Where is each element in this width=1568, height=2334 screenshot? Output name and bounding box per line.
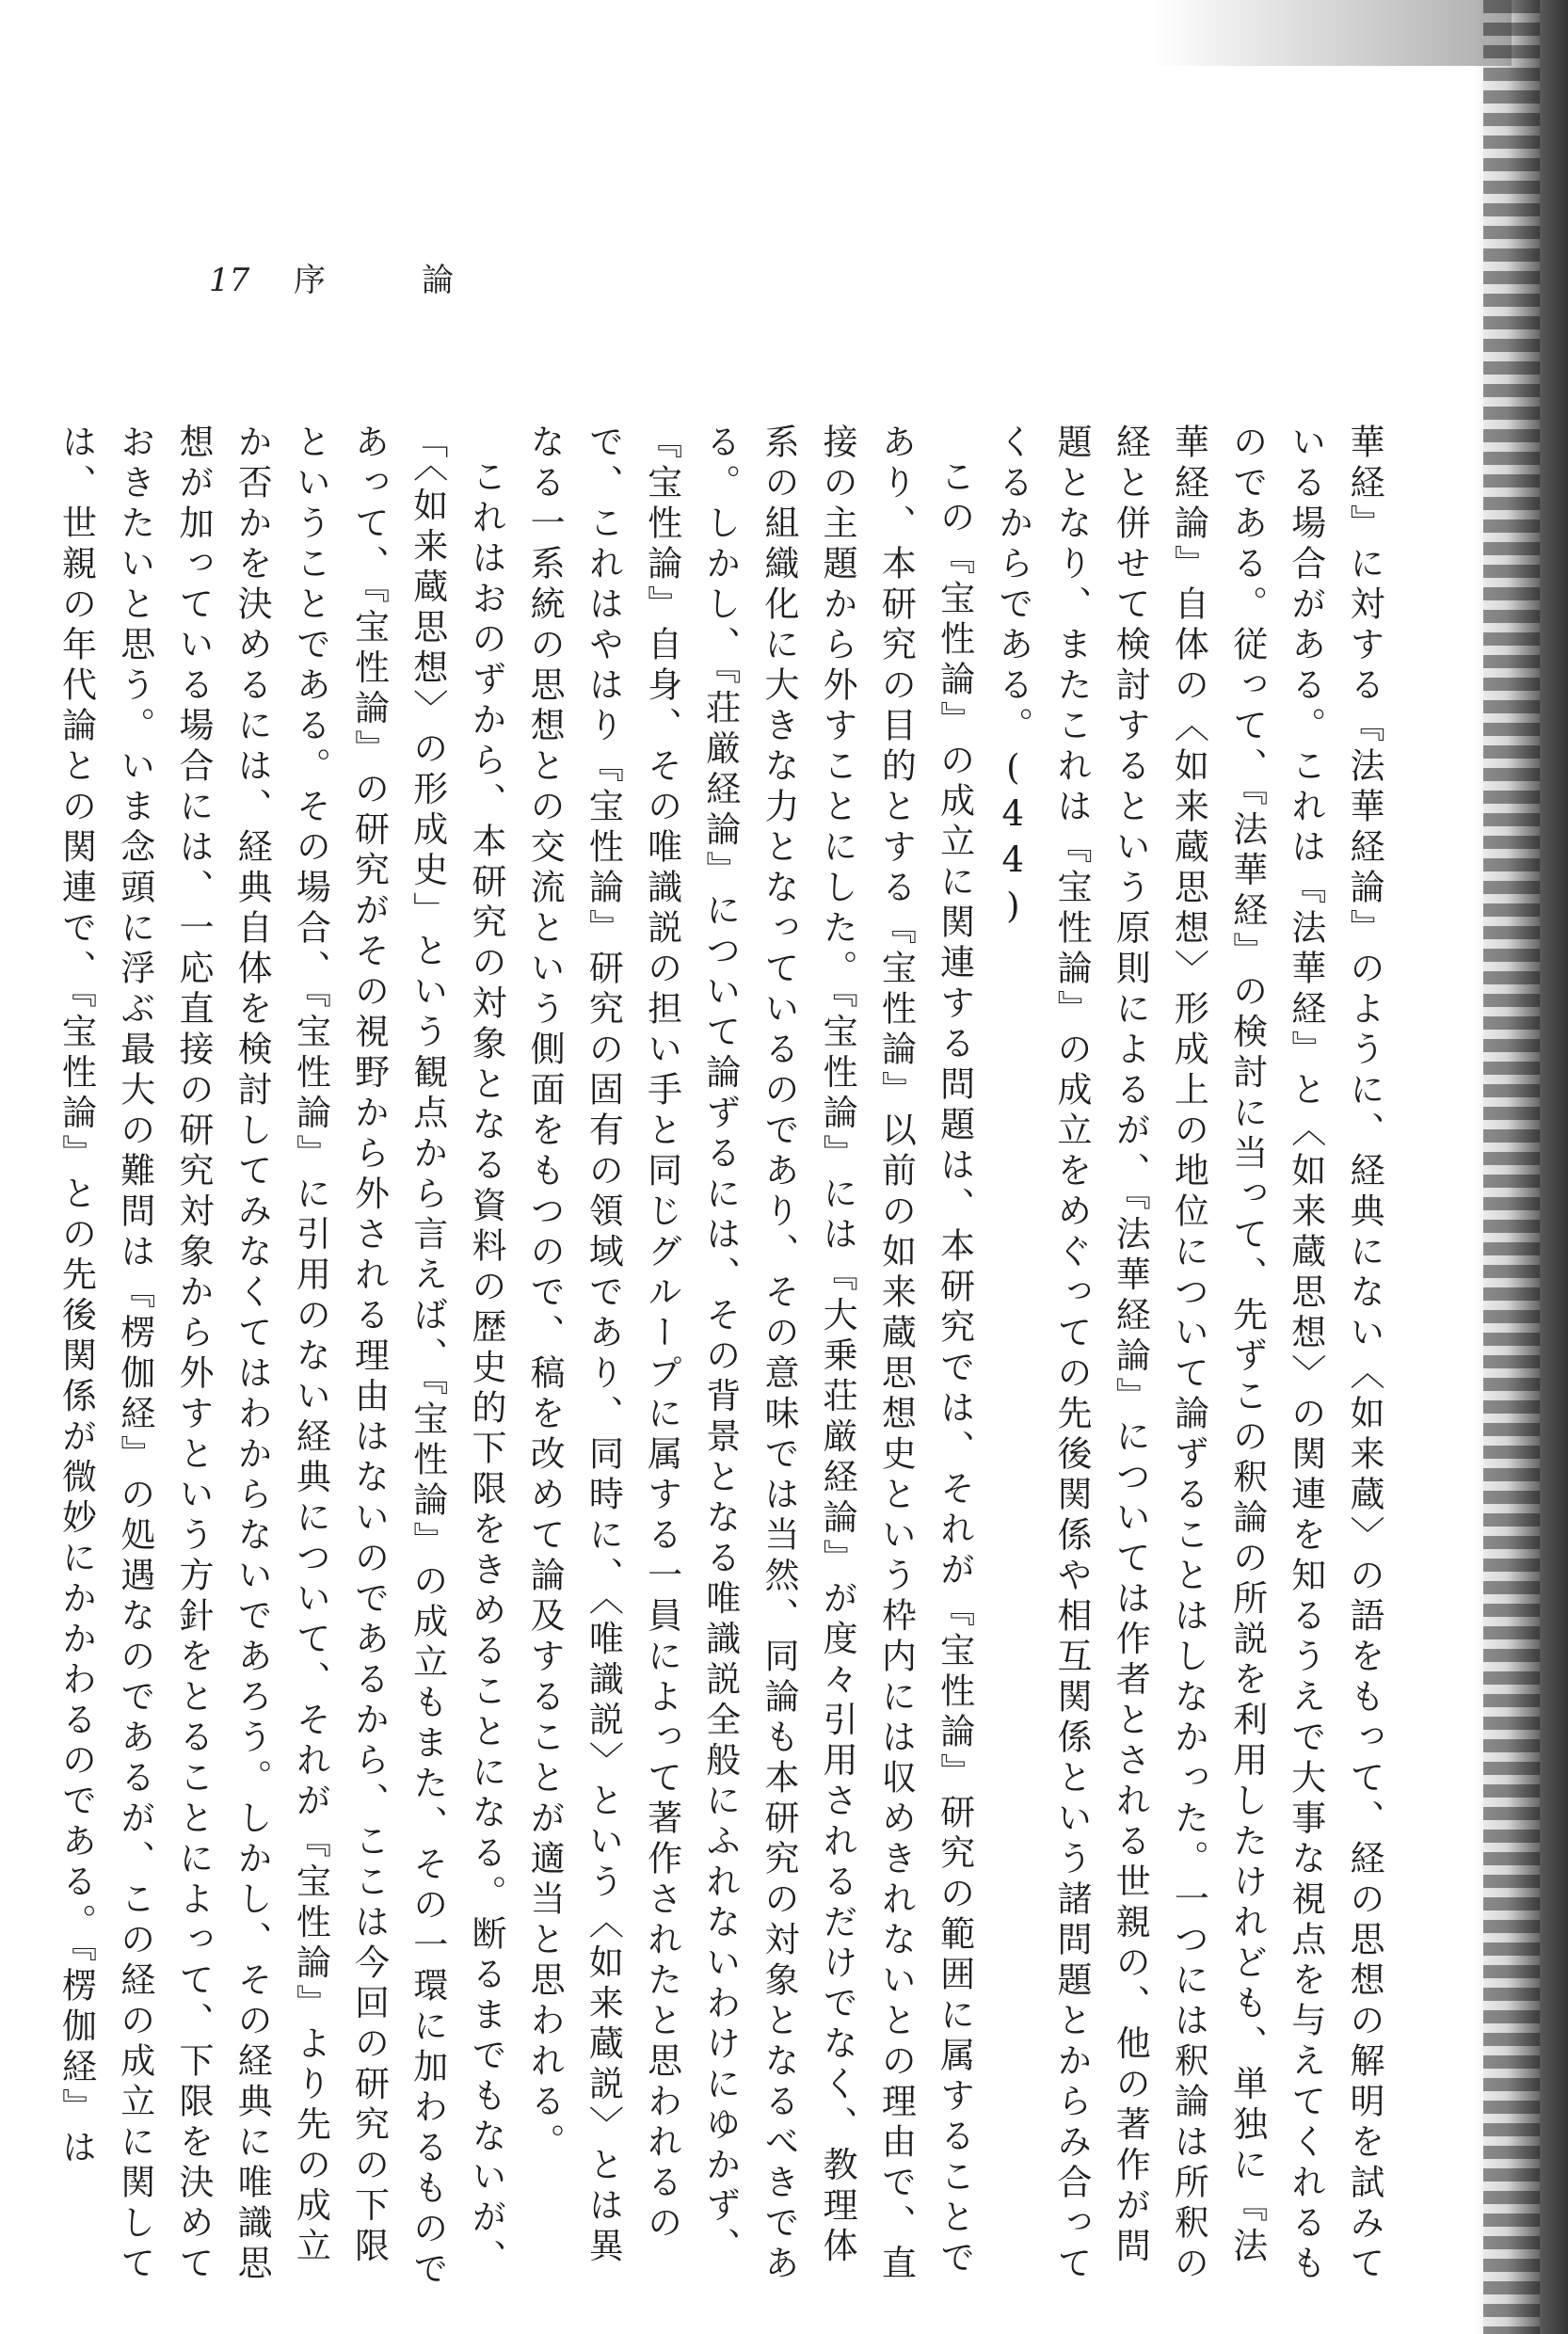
page-number: 17 bbox=[209, 262, 250, 299]
scan-binding-marks bbox=[1483, 0, 1540, 2334]
paragraph: この『宝性論』の成立に関連する問題は、本研究では、それが『宝性論』研究の範囲に属することであり、本研究の目的とする『宝性論』以前の如来蔵思想史という枠内には収めきれないとの理由で、直接の主題から外すことにした。『宝性論』には『大乗荘厳経論』が度々引用されるだけでなく、教理体系の組織化に大きな力となっているのであり、その意味では当然、同論も本研究の対象となるべきである。しかし、『荘厳経論』について論ずるには、その背景となる唯識説全般にふれないわけにゆかず、『宝性論』自身、その唯識説の担い手と同じグループに属する一員によって著作されたと思われるので、これはやはり『宝性論』研究の固有の領域であり、同時に、〈唯識説〉という〈如来蔵説〉とは異なる一系統の思想との交流という側面をもつので、稿を改めて論及することが適当と思われる。 bbox=[524, 424, 975, 2285]
paragraph: 華経』に対する『法華経論』のように、経典にない〈如来蔵〉の語をもって、経の思想の解明を試みている場合がある。これは『法華経』と〈如来蔵思想〉の関連を知るうえで大事な視点を与えてくれるものである。従って、『法華経』の検討に当って、先ずこの釈論の所説を利用したけれども、単独に『法華経論』自体の〈如来蔵思想〉形成上の地位について論ずることはしなかった。一つには釈論は所釈の経と併せて検討するという原則によるが、『法華経論』については作者とされる世親の、他の著作が問題となり、またこれは『宝性論』の成立をめぐっての先後関係や相互関係という諸問題とからみ合ってくるからである。(44) bbox=[992, 424, 1384, 2285]
scan-smudge bbox=[1154, 0, 1512, 66]
running-head-char: 序 bbox=[294, 262, 326, 299]
running-head-char: 論 bbox=[422, 262, 454, 299]
paragraph: これはおのずから、本研究の対象となる資料の歴史的下限をきめることになる。断るまでもないが、「〈如来蔵思想〉の形成史」という観点から言えば、『宝性論』の成立もまた、その一環に加わるものであって、『宝性論』の研究がその視野から外される理由はないのであるから、ここは今回の研究の下限ということである。その場合、『宝性論』に引用のない経典について、それが『宝性論』より先の成立か否かを決めるには、経典自体を検討してみなくてはわからないであろう。しかし、その経典に唯識思想が加っている場合には、一応直接の研究対象から外すという方針をとることによって、下限を決めておきたいと思う。いま念頭に浮ぶ最大の難問は『楞伽経』の処遇なのであるが、この経の成立に関しては、世親の年代論との関連で、『宝性論』との先後関係が微妙にかかわるのである。『楞伽経』は bbox=[56, 424, 506, 2291]
body-text bbox=[46, 424, 1393, 2292]
